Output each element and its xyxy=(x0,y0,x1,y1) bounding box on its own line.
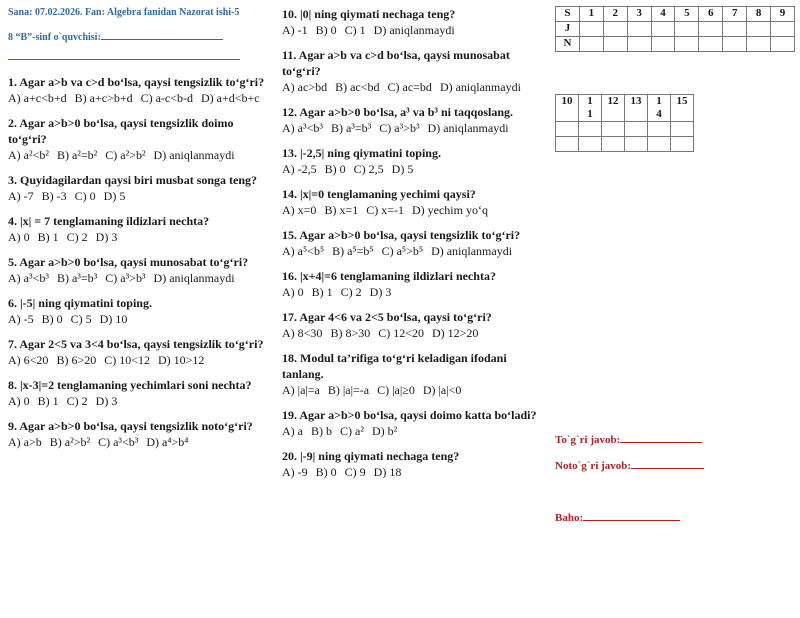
answer-cell[interactable] xyxy=(579,37,603,52)
answer-option[interactable]: B) x=1 xyxy=(324,203,359,217)
wrong-answers-label: Noto`g`ri javob: xyxy=(555,460,632,472)
answer-option[interactable]: D) aniqlanmaydi xyxy=(439,80,521,94)
answer-option[interactable]: D) aniqlanmaydi xyxy=(427,121,509,135)
question-text: 6. |-5| ning qiymatini toping. xyxy=(8,296,152,310)
question-text: 14. |x|=0 tenglamaning yechimi qaysi? xyxy=(282,187,476,201)
question-text: 3. Quyidagilardan qaysi biri musbat songa teng? xyxy=(8,173,258,187)
answer-cell[interactable] xyxy=(675,37,699,52)
question-item xyxy=(8,254,270,286)
grid-header-cell: 15 xyxy=(671,95,694,122)
answer-options xyxy=(282,79,544,95)
answer-grid-10-15 xyxy=(555,94,694,152)
answer-cell[interactable] xyxy=(625,137,648,152)
answer-option[interactable]: D) aniqlanmaydi xyxy=(431,244,513,258)
question-text: 12. Agar a>b>0 bo‘lsa, a³ va b³ ni taqqoslang. xyxy=(282,105,514,119)
answer-option[interactable]: C) a⁵>b⁵ xyxy=(381,244,424,258)
answer-option[interactable]: C) a³>b³ xyxy=(105,271,146,285)
question-text: 18. Modul ta’rifiga to‘g‘ri keladigan ifodani tanlang. xyxy=(282,351,507,381)
answer-option[interactable]: B) 0 xyxy=(315,23,337,37)
wrong-answers-field[interactable] xyxy=(555,458,704,472)
question-text: 10. |0| ning qiymati nechaga teng? xyxy=(282,7,456,21)
question-item xyxy=(282,6,544,38)
answer-option[interactable]: C) a²>b² xyxy=(105,148,146,162)
question-text: 15. Agar a>b>0 bo‘lsa, qaysi tengsizlik to‘g‘ri? xyxy=(282,228,521,242)
answer-option[interactable]: A) a²<b² xyxy=(8,148,49,162)
date-subject-header: Sana: 07.02.2026. Fan: Algebra fanidan Nazorat ishi-5 xyxy=(8,7,240,18)
answer-option[interactable]: B) 0 xyxy=(41,312,63,326)
answer-option[interactable]: B) 1 xyxy=(37,394,59,408)
answer-option[interactable]: C) a² xyxy=(340,424,364,438)
answer-option[interactable]: C) |a|≥0 xyxy=(377,383,415,397)
answer-option[interactable]: C) ac=bd xyxy=(387,80,432,94)
answer-options xyxy=(282,120,544,136)
question-item xyxy=(282,448,544,480)
answer-option[interactable]: B) a⁵=b⁵ xyxy=(332,244,374,258)
answer-option[interactable]: C) 5 xyxy=(70,312,92,326)
answer-option[interactable]: B) a²>b² xyxy=(49,435,91,449)
grid-header-cell: 2 xyxy=(603,7,627,22)
answer-options xyxy=(282,284,544,300)
question-text: 17. Agar 4<6 va 2<5 bo‘lsa, qaysi to‘g‘ri? xyxy=(282,310,492,324)
answer-option[interactable]: A) x=0 xyxy=(282,203,317,217)
right-column xyxy=(555,6,795,524)
answer-option[interactable]: D) 18 xyxy=(373,465,402,479)
answer-cell[interactable] xyxy=(625,122,648,137)
answer-option[interactable]: A) a+c<b+d xyxy=(8,91,67,105)
answer-cell[interactable] xyxy=(723,37,747,52)
answer-option[interactable]: A) 8<30 xyxy=(282,326,323,340)
answer-option[interactable]: A) -5 xyxy=(8,312,34,326)
question-item xyxy=(282,47,544,95)
answer-cell[interactable] xyxy=(651,37,675,52)
grid-header-cell: 1 xyxy=(579,7,603,22)
answer-option[interactable]: B) ac<bd xyxy=(335,80,380,94)
grid-row-label: J xyxy=(556,22,580,37)
question-text: 20. |-9| ning qiymati nechaga teng? xyxy=(282,449,460,463)
answer-option[interactable]: D) 10>12 xyxy=(158,353,205,367)
answer-option[interactable]: D) 3 xyxy=(95,394,118,408)
answer-option[interactable]: A) a xyxy=(282,424,303,438)
grid-header-cell: 13 xyxy=(625,95,648,122)
answer-option[interactable]: D) a+d<b+c xyxy=(201,91,260,105)
grid-header-cell: 1 1 xyxy=(579,95,602,122)
answer-options xyxy=(282,161,544,177)
answer-option[interactable]: B) a³=b³ xyxy=(330,121,372,135)
answer-option[interactable]: B) a+c>b+d xyxy=(74,91,133,105)
answer-option[interactable]: A) |a|=a xyxy=(282,383,320,397)
answer-options xyxy=(8,188,270,204)
answer-option[interactable]: D) b² xyxy=(371,424,398,438)
answer-cell[interactable] xyxy=(747,22,771,37)
left-column xyxy=(8,6,270,459)
student-name-line xyxy=(8,30,270,45)
question-text: 11. Agar a>b va c>d bo‘lsa, qaysi munosabat to‘g‘ri? xyxy=(282,48,510,78)
grid-header-cell: 12 xyxy=(602,95,625,122)
question-item xyxy=(8,213,270,245)
name-underline[interactable] xyxy=(8,59,240,60)
answer-option[interactable]: B) a²=b² xyxy=(56,148,98,162)
answer-options xyxy=(8,229,270,245)
answer-option[interactable]: C) 12<20 xyxy=(378,326,424,340)
question-item xyxy=(282,268,544,300)
grid-header-cell: 8 xyxy=(747,7,771,22)
grid-header-cell: 10 xyxy=(556,95,579,122)
answer-options xyxy=(8,393,270,409)
answer-option[interactable]: C) x=-1 xyxy=(366,203,404,217)
answer-option[interactable]: D) |a|<0 xyxy=(422,383,462,397)
answer-option[interactable]: D) yechim yo‘q xyxy=(411,203,488,217)
question-text: 7. Agar 2<5 va 3<4 bo‘lsa, qaysi tengsizlik to‘g‘ri? xyxy=(8,337,264,351)
answer-option[interactable]: B) |a|=-a xyxy=(327,383,370,397)
answer-option[interactable]: D) a⁴>b⁴ xyxy=(146,435,189,449)
question-text: 19. Agar a>b>0 bo‘lsa, qaysi doimo katta bo‘ladi? xyxy=(282,408,537,422)
student-name-label: 8 “B”-sinf o`quvchisi: xyxy=(8,32,101,43)
answer-option[interactable]: C) a³>b³ xyxy=(379,121,420,135)
answer-options xyxy=(8,352,270,368)
answer-option[interactable]: A) -7 xyxy=(8,189,34,203)
question-item xyxy=(8,115,270,163)
answer-option[interactable]: B) 0 xyxy=(324,162,346,176)
answer-option[interactable]: D) 5 xyxy=(103,189,126,203)
question-text: 9. Agar a>b>0 bo‘lsa, qaysi tengsizlik noto‘g‘ri? xyxy=(8,419,253,433)
grid-header-cell: 7 xyxy=(723,7,747,22)
question-text: 1. Agar a>b va c>d bo‘lsa, qaysi tengsizlik to‘g‘ri? xyxy=(8,75,265,89)
answer-grid-1-9 xyxy=(555,6,795,52)
answer-option[interactable]: C) a-c<b-d xyxy=(140,91,194,105)
grid-header-cell: 6 xyxy=(699,7,723,22)
grid-header-cell: 5 xyxy=(675,7,699,22)
question-item xyxy=(282,104,544,136)
answer-options xyxy=(282,382,544,398)
answer-option[interactable]: A) a>b xyxy=(8,435,42,449)
answer-option[interactable]: C) 2 xyxy=(66,230,88,244)
answer-option[interactable]: B) a³=b³ xyxy=(56,271,98,285)
answer-option[interactable]: A) a³<b³ xyxy=(8,271,49,285)
question-item xyxy=(282,407,544,439)
question-text: 13. |-2,5| ning qiymatini toping. xyxy=(282,146,441,160)
answer-option[interactable]: B) 1 xyxy=(37,230,59,244)
question-item xyxy=(8,377,270,409)
answer-options xyxy=(282,464,544,480)
question-text: 16. |x+4|=6 tenglamaning ildizlari nechta? xyxy=(282,269,496,283)
answer-options xyxy=(8,434,270,450)
answer-option[interactable]: B) -3 xyxy=(41,189,67,203)
question-item xyxy=(282,309,544,341)
answer-cell[interactable] xyxy=(651,22,675,37)
answer-option[interactable]: D) 10 xyxy=(99,312,128,326)
answer-options xyxy=(282,243,544,259)
answer-cell[interactable] xyxy=(579,22,603,37)
answer-cell[interactable] xyxy=(603,22,627,37)
question-item xyxy=(282,350,544,398)
grade-label: Baho: xyxy=(555,512,584,524)
answer-cell[interactable] xyxy=(675,22,699,37)
answer-option[interactable]: D) aniqlanmaydi xyxy=(373,23,455,37)
answer-cell[interactable] xyxy=(671,122,694,137)
grid-row-label: N xyxy=(556,37,580,52)
answer-option[interactable]: D) 3 xyxy=(95,230,118,244)
answer-cell[interactable] xyxy=(627,22,651,37)
answer-option[interactable]: A) ac>bd xyxy=(282,80,328,94)
answer-cell[interactable] xyxy=(603,37,627,52)
answer-cell[interactable] xyxy=(579,137,602,152)
answer-option[interactable]: C) 0 xyxy=(74,189,96,203)
question-item xyxy=(282,227,544,259)
student-name-blank[interactable] xyxy=(101,30,223,40)
answer-options xyxy=(282,423,544,439)
question-text: 5. Agar a>b>0 bo‘lsa, qaysi munosabat to‘g‘ri? xyxy=(8,255,249,269)
answer-option[interactable]: D) 3 xyxy=(369,285,392,299)
answer-cell[interactable] xyxy=(579,122,602,137)
answer-cell[interactable] xyxy=(556,122,579,137)
answer-option[interactable]: A) 6<20 xyxy=(8,353,49,367)
question-item xyxy=(8,336,270,368)
grid-header-cell: 3 xyxy=(627,7,651,22)
answer-cell[interactable] xyxy=(556,137,579,152)
answer-option[interactable]: B) b xyxy=(311,424,332,438)
answer-cell[interactable] xyxy=(648,122,671,137)
question-list-1 xyxy=(8,74,270,450)
answer-options xyxy=(8,147,270,163)
answer-option[interactable]: A) -2,5 xyxy=(282,162,317,176)
answer-option[interactable]: C) 10<12 xyxy=(104,353,150,367)
answer-options xyxy=(282,22,544,38)
answer-options xyxy=(8,90,270,106)
answer-cell[interactable] xyxy=(602,137,625,152)
answer-option[interactable]: D) aniqlanmaydi xyxy=(153,148,235,162)
answer-options xyxy=(282,325,544,341)
question-item xyxy=(8,172,270,204)
answer-option[interactable]: A) a³<b³ xyxy=(282,121,323,135)
answer-option[interactable]: B) 1 xyxy=(311,285,333,299)
question-text: 4. |x| = 7 tenglamaning ildizlari nechta? xyxy=(8,214,210,228)
question-item xyxy=(8,418,270,450)
answer-cell[interactable] xyxy=(699,22,723,37)
answer-option[interactable]: C) 1 xyxy=(344,23,366,37)
answer-option[interactable]: D) 5 xyxy=(391,162,414,176)
answer-option[interactable]: A) 0 xyxy=(282,285,304,299)
answer-options xyxy=(8,311,270,327)
answer-option[interactable]: C) 9 xyxy=(344,465,366,479)
answer-cell[interactable] xyxy=(627,37,651,52)
answer-options xyxy=(282,202,544,218)
answer-option[interactable]: B) 8>30 xyxy=(330,326,371,340)
question-item xyxy=(282,145,544,177)
grid-header-cell: S xyxy=(556,7,580,22)
answer-cell[interactable] xyxy=(648,137,671,152)
question-item xyxy=(282,186,544,218)
answer-option[interactable]: D) 12>20 xyxy=(432,326,479,340)
correct-answers-field[interactable] xyxy=(555,432,702,446)
answer-cell[interactable] xyxy=(723,22,747,37)
answer-cell[interactable] xyxy=(671,137,694,152)
answer-option[interactable]: D) aniqlanmaydi xyxy=(153,271,235,285)
answer-option[interactable]: A) -1 xyxy=(282,23,308,37)
correct-answers-label: To`g`ri javob: xyxy=(555,434,621,446)
answer-cell[interactable] xyxy=(771,37,795,52)
grid-header-cell: 1 4 xyxy=(648,95,671,122)
answer-options xyxy=(8,270,270,286)
question-text: 8. |x-3|=2 tenglamaning yechimlari soni nechta? xyxy=(8,378,252,392)
question-list-2 xyxy=(282,6,544,480)
answer-option[interactable]: C) 2 xyxy=(66,394,88,408)
answer-option[interactable]: C) 2,5 xyxy=(353,162,384,176)
answer-cell[interactable] xyxy=(747,37,771,52)
question-text: 2. Agar a>b>0 bo‘lsa, qaysi tengsizlik doimo to‘g‘ri? xyxy=(8,116,234,146)
answer-option[interactable]: C) 2 xyxy=(340,285,362,299)
answer-option[interactable]: A) a⁵<b⁵ xyxy=(282,244,325,258)
grid-header-cell: 9 xyxy=(771,7,795,22)
question-item xyxy=(8,74,270,106)
answer-option[interactable]: B) 0 xyxy=(315,465,337,479)
answer-option[interactable]: A) -9 xyxy=(282,465,308,479)
grade-field[interactable] xyxy=(555,510,680,524)
answer-option[interactable]: A) 0 xyxy=(8,394,30,408)
middle-column xyxy=(282,6,544,489)
grid-header-cell: 4 xyxy=(651,7,675,22)
answer-cell[interactable] xyxy=(699,37,723,52)
answer-option[interactable]: C) a³<b³ xyxy=(98,435,139,449)
answer-option[interactable]: A) 0 xyxy=(8,230,30,244)
answer-cell[interactable] xyxy=(602,122,625,137)
answer-option[interactable]: B) 6>20 xyxy=(56,353,97,367)
question-item xyxy=(8,295,270,327)
answer-cell[interactable] xyxy=(771,22,795,37)
